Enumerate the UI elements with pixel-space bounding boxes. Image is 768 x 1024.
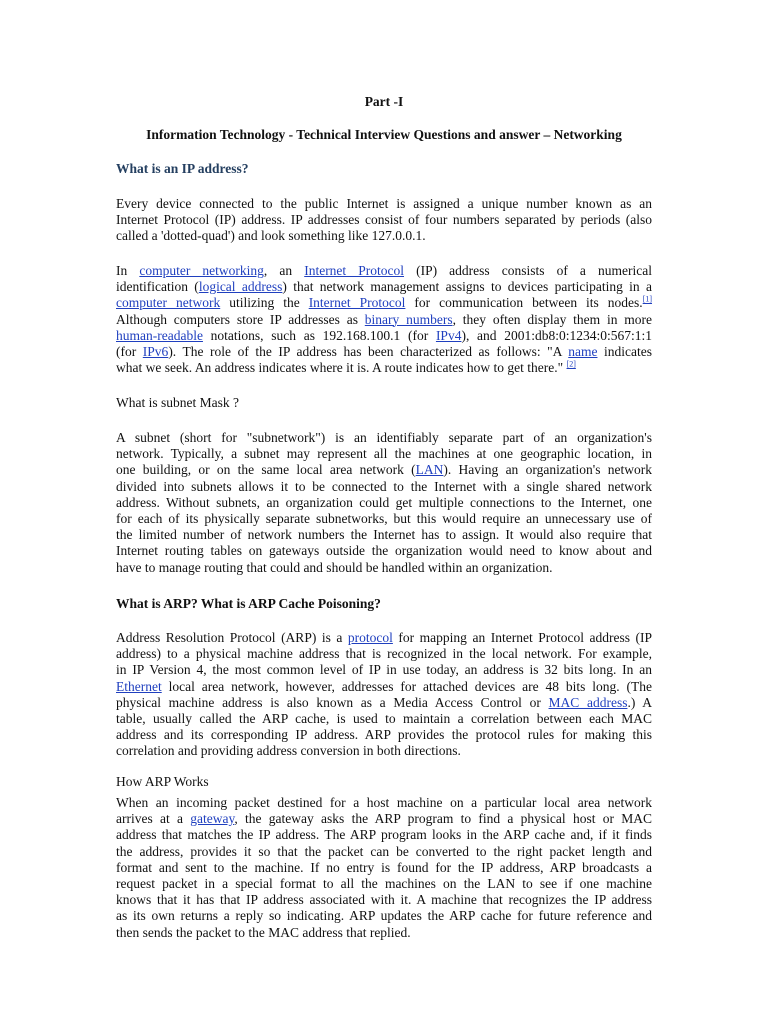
link-ipv4[interactable]: IPv4 (435, 327, 462, 343)
text-line (116, 344, 652, 360)
text-segment: ). The role of the IP address has been characterized as follows: "A (168, 343, 569, 359)
link-computer-networking[interactable]: computer networking (139, 263, 264, 278)
text-line: have to manage routing that could and should be handled within an organization. (116, 559, 553, 575)
text-line (116, 295, 652, 311)
text-segment: (IP) address consists of a numerical (404, 263, 652, 278)
link-lan[interactable]: LAN (415, 462, 444, 478)
text-line: Internet routing tables on gateways outside the organization would need to know about and (116, 543, 652, 559)
text-segment: ) that network management assigns to devices participating in a (282, 279, 652, 295)
text-segment: one building, or on the same local area network ( (116, 462, 416, 478)
arp-heading: What is ARP? What is ARP Cache Poisoning? (116, 596, 381, 611)
text-line: the address, provides it so that the packet can be converted to the right packet length and (116, 843, 652, 859)
part-heading: Part -I (364, 94, 404, 109)
text-line: request packet in a special format to all the machines on the LAN to see if one machine (116, 875, 652, 891)
text-segment: notations, such as 192.168.100.1 (for (202, 327, 436, 343)
document-title: Information Technology - Technical Interview Questions and answer – Networking (146, 127, 622, 142)
text-line (116, 630, 652, 646)
text-segment: ), and 2001:db8:0:1234:0:567:1:1 (461, 327, 652, 343)
ip-address-heading: What is an IP address? (116, 161, 249, 176)
text-segment: , the gateway asks the ARP program to find a physical host or MAC (234, 811, 652, 827)
text-line: called a 'dotted-quad') and look something like 127.0.0.1. (116, 228, 426, 244)
how-arp-works-heading: How ARP Works (116, 774, 209, 789)
text-segment: for communication between its nodes. (405, 295, 643, 311)
text-line: the limited number of network numbers the Internet has to assign. It would also require that (116, 527, 652, 543)
text-line: Internet Protocol (IP) address. IP addresses consist of four numbers separated by periods (also (116, 212, 652, 228)
link-internet-protocol-2[interactable]: Internet Protocol (308, 295, 406, 311)
text-line (116, 279, 652, 295)
text-segment: what we seek. An address indicates where it is. A route indicates how to get there." (116, 360, 567, 376)
text-line (116, 360, 652, 376)
text-line (116, 312, 652, 328)
link-human-readable[interactable]: human-readable (116, 327, 203, 343)
text-line (116, 328, 652, 344)
link-binary-numbers[interactable]: binary numbers (364, 311, 453, 327)
text-line (116, 679, 652, 695)
arp-paragraph (116, 630, 652, 760)
ip-paragraph-1 (116, 196, 652, 245)
text-line: as its own returns a reply so indicating. ARP updates the ARP cache for future reference and (116, 908, 652, 924)
link-protocol[interactable]: protocol (347, 630, 393, 645)
text-line: network. Typically, a subnet may represent all the machines at one geographic location, in (116, 446, 652, 462)
text-segment: utilizing the (220, 295, 309, 311)
link-mac-address[interactable]: MAC address (548, 694, 628, 710)
how-arp-paragraph (116, 795, 652, 941)
link-gateway[interactable]: gateway (190, 811, 235, 827)
text-line: format and sent to the machine. If no entry is found for the IP address, ARP broadcasts a (116, 859, 652, 875)
text-line: in IP Version 4, the most common level of IP in use today, an address is 32 bits long. In an (116, 662, 652, 678)
subnet-paragraph (116, 430, 652, 576)
text-line (116, 462, 652, 478)
text-line (116, 263, 652, 279)
text-segment: Address Resolution Protocol (ARP) is a (116, 630, 348, 645)
text-line: divided into subnets allows it to be connected to the Internet with a single shared network (116, 478, 652, 494)
text-segment: .) A (627, 694, 653, 710)
text-segment: identification ( (116, 279, 199, 295)
text-line: knows that it has that IP address associated with it. A machine that recognizes the IP address (116, 892, 652, 908)
text-segment: indicates (597, 343, 652, 359)
text-segment: ). Having an organization's network (443, 462, 652, 478)
text-segment: local area network, however, addresses for attached devices are 48 bits long. (The (161, 678, 652, 694)
text-line: address. Without subnets, an organization could get multiple connections to the Internet, one (116, 494, 652, 510)
ip-paragraph-2 (116, 263, 652, 376)
citation-2-link[interactable]: [2] (566, 359, 576, 369)
text-line: address) to a physical machine address that is recognized in the local network. For example, (116, 646, 652, 662)
text-line: When an incoming packet destined for a host machine on a particular local area network (116, 795, 652, 810)
text-segment: (for (116, 343, 143, 359)
text-line: correlation and providing address conversion in both directions. (116, 743, 461, 759)
text-line: address and its corresponding IP address. ARP provides the protocol rules for making this (116, 727, 652, 743)
text-line: table, usually called the ARP cache, is used to maintain a correlation between each MAC (116, 710, 652, 726)
text-segment: arrives at a (116, 811, 191, 827)
link-name[interactable]: name (568, 343, 598, 359)
text-segment: In (116, 263, 140, 278)
text-segment: Although computers store IP addresses as (116, 311, 365, 327)
text-line: Every device connected to the public Internet is assigned a unique number known as an (116, 196, 652, 211)
text-line: for each of its physically separate subnetworks, but this would require an unnecessary use of (116, 510, 652, 526)
text-line (116, 695, 652, 711)
link-ipv6[interactable]: IPv6 (142, 343, 169, 359)
text-line: A subnet (short for "subnetwork") is an identifiably separate part of an organization's (116, 430, 652, 445)
text-segment: , an (263, 263, 305, 278)
citation-1-link[interactable]: [1] (642, 294, 653, 304)
link-logical-address[interactable]: logical address (198, 279, 283, 295)
link-computer-network[interactable]: computer network (116, 295, 221, 311)
text-segment: physical machine address is also known as a Media Access Control or (116, 694, 549, 710)
text-line: then sends the packet to the MAC address that replied. (116, 924, 411, 940)
text-segment: for mapping an Internet Protocol address (IP (392, 630, 652, 645)
subnet-mask-heading: What is subnet Mask ? (116, 395, 239, 410)
text-line: address that matches the IP address. The ARP program looks in the ARP cache and, if it finds (116, 827, 652, 843)
link-internet-protocol[interactable]: Internet Protocol (304, 263, 405, 278)
text-line (116, 811, 652, 827)
link-ethernet[interactable]: Ethernet (116, 678, 162, 694)
text-segment: , they often display them in more (452, 311, 653, 327)
